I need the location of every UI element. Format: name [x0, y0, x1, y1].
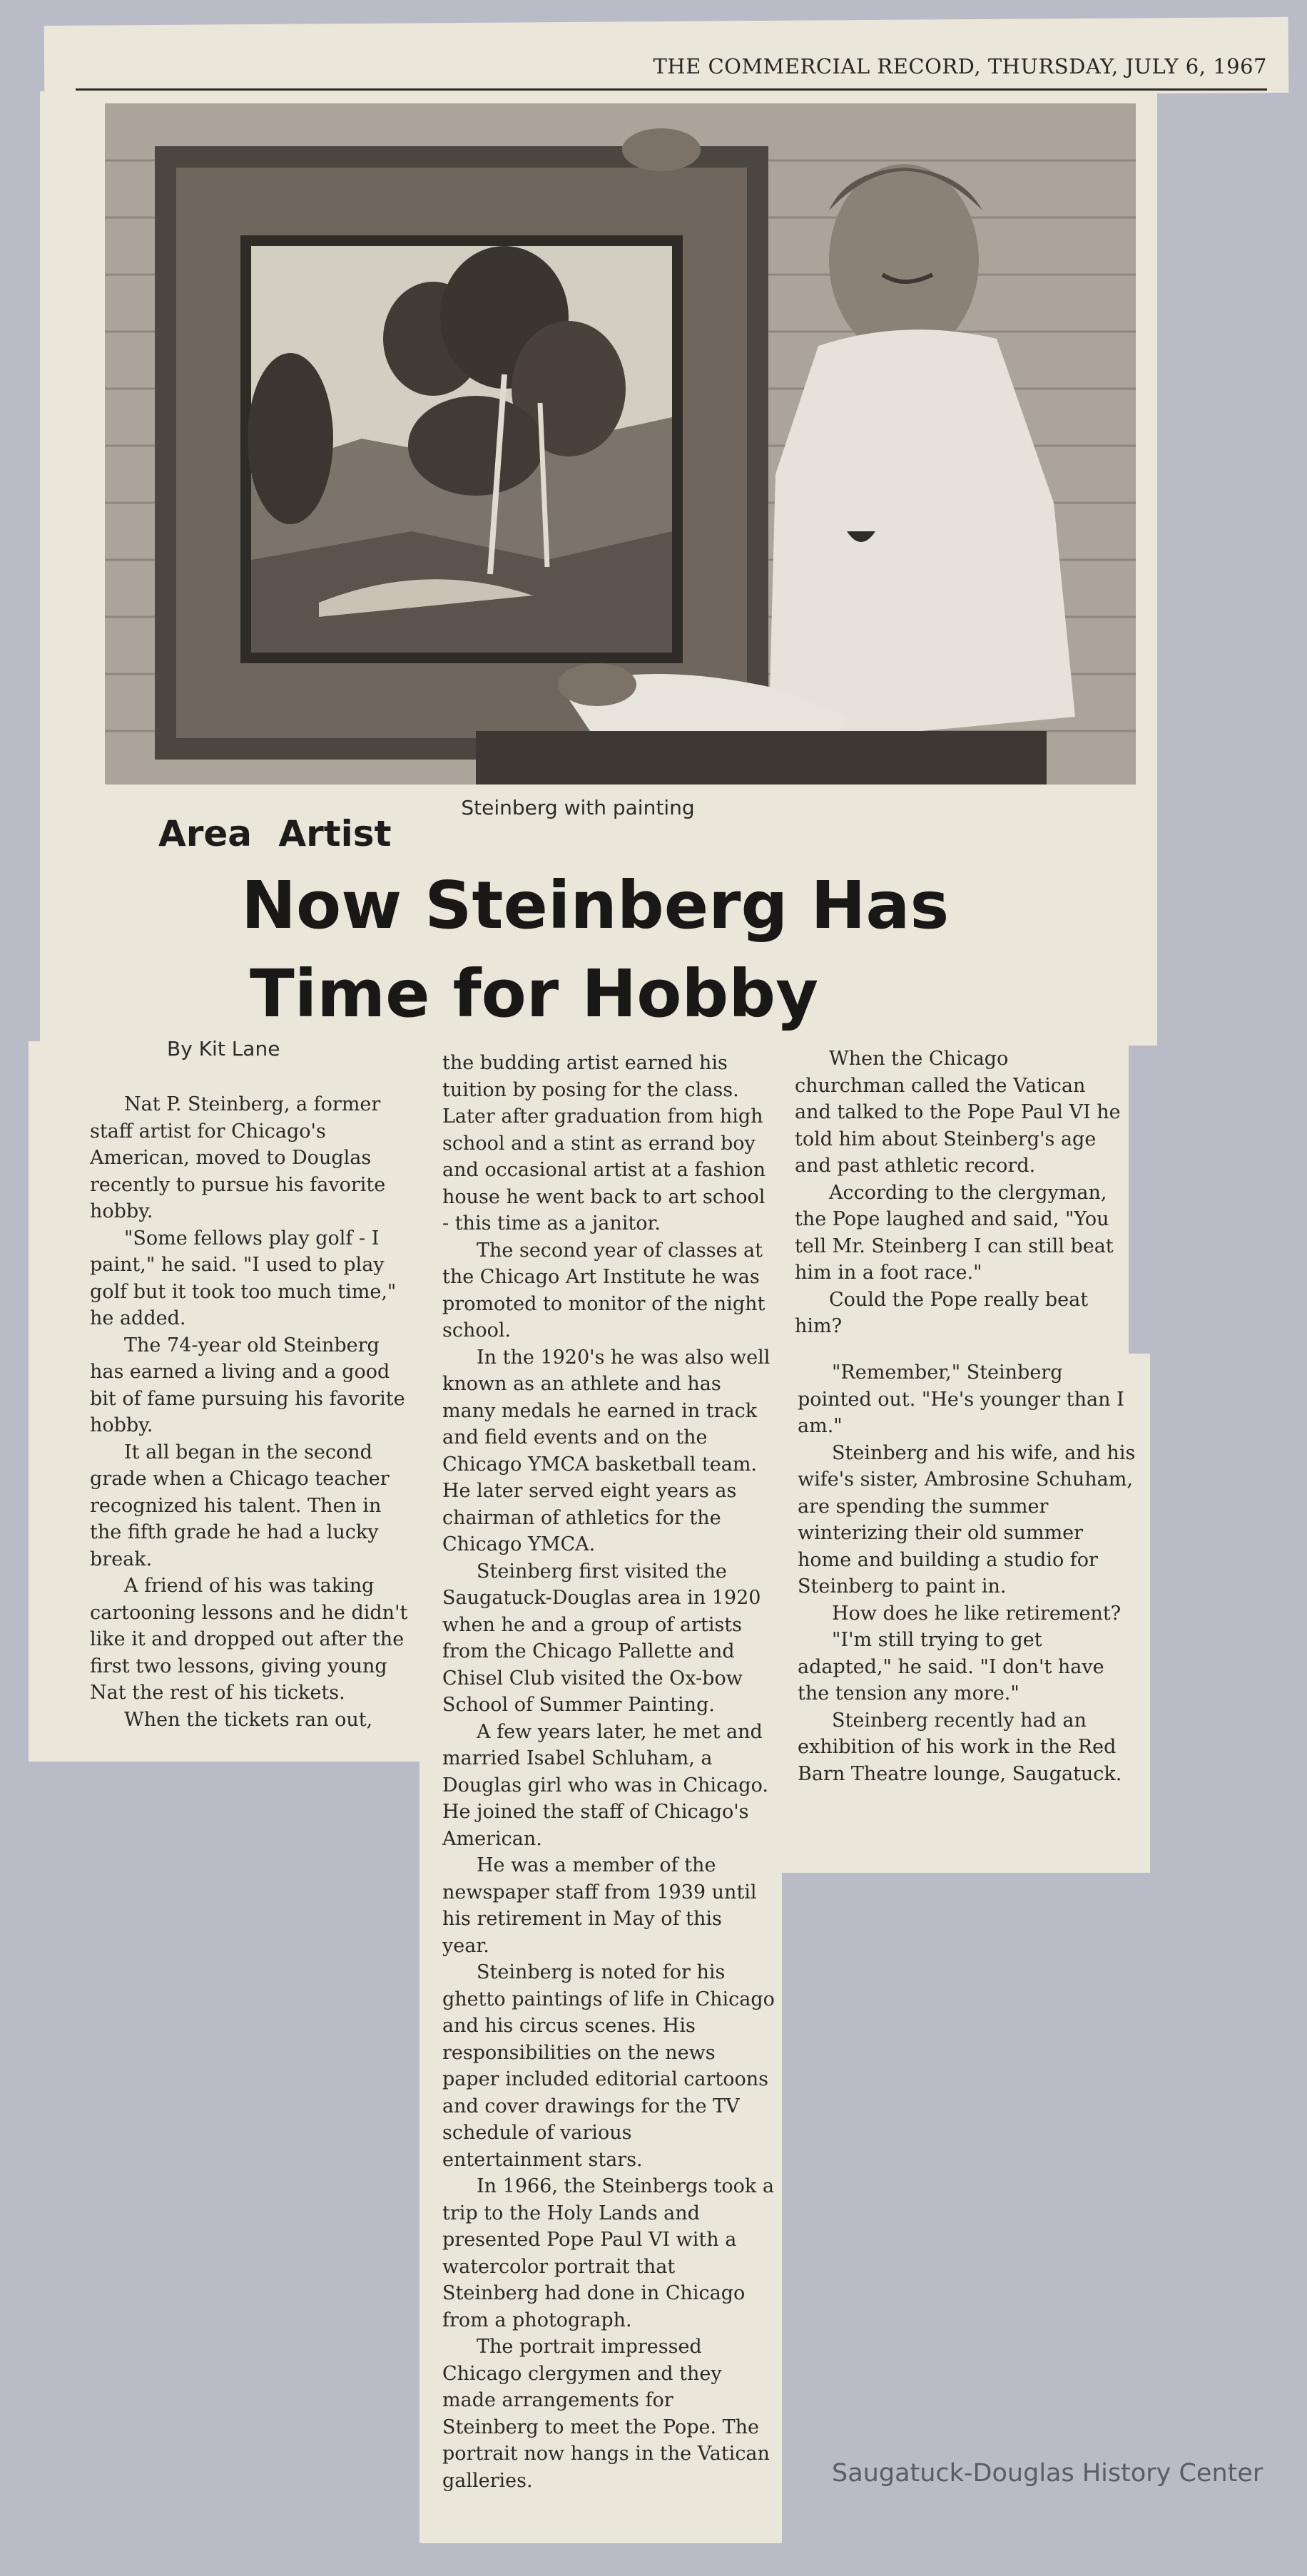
- paragraph: "Remember," Steinberg pointed out. "He's younger than I am.": [798, 1361, 1124, 1437]
- paragraph: How does he like retirement?: [832, 1602, 1122, 1625]
- paragraph: Steinberg first visited the Saugatuck-Douglas area in 1920 when he and a group of artists from the Chicago Pallette and Chisel Club visited the Ox-bow School of Summer Painting.: [442, 1560, 761, 1716]
- paragraph: A few years later, he met and married Isabel Schluham, a Douglas girl who was in Chicago. He joined the staff of Chicago's American.: [442, 1720, 768, 1850]
- article-column-1: [90, 1091, 417, 1733]
- paragraph: According to the clergyman, the Pope laughed and said, "You tell Mr. Steinberg I can still beat him in a foot race.": [795, 1181, 1114, 1284]
- paragraph: A friend of his was taking cartooning lessons and he didn't like it and dropped out after the first two lessons, giving young Nat the rest of his tickets.: [90, 1575, 408, 1704]
- paragraph: The 74-year old Steinberg has earned a living and a good bit of fame pursuing his favorite hobby.: [90, 1334, 405, 1436]
- paragraph: "Some fellows play golf - I paint," he said. "I used to play golf but it took too much time," he added.: [90, 1227, 397, 1329]
- kicker-heading: Area Artist: [158, 813, 392, 854]
- paragraph: The portrait impressed Chicago clergymen and they made arrangements for Steinberg to meet the Pope. The portrait now hangs in the Vatican galleries.: [442, 2336, 770, 2492]
- paragraph: When the Chicago churchman called the Vatican and talked to the Pope Paul VI he told him about Steinberg's age and past athletic record.: [795, 1048, 1121, 1177]
- article-column-2: [442, 1050, 775, 2494]
- paragraph: Nat P. Steinberg, a former staff artist for Chicago's American, moved to Douglas recently to pursue his favorite hobby.: [90, 1093, 386, 1222]
- article-column-3a: [795, 1046, 1123, 1340]
- photograph: [105, 103, 1136, 784]
- masthead-rule: [76, 88, 1267, 91]
- paragraph: Steinberg recently had an exhibition of his work in the Red Barn Theatre lounge, Saugatuck.: [798, 1709, 1122, 1785]
- masthead: THE COMMERCIAL RECORD, THURSDAY, JULY 6, 1967: [653, 54, 1267, 78]
- headline-line-1: Now Steinberg Has: [241, 867, 950, 944]
- landscape-painting: [248, 246, 672, 653]
- archive-credit: Saugatuck-Douglas History Center: [832, 2459, 1263, 2488]
- photo-caption: Steinberg with painting: [461, 796, 695, 819]
- paragraph: The second year of classes at the Chicago Art Institute he was promoted to monitor of the night school.: [442, 1239, 766, 1341]
- paragraph: the budding artist earned his tuition by posing for the class. Later after graduation from high school and a stint as errand boy and occasional artist at a fashion house he went back to art school - this time as a janitor.: [442, 1052, 766, 1235]
- paragraph: It all began in the second grade when a Chicago teacher recognized his talent. Then in the fifth grade he had a lucky break.: [90, 1441, 390, 1570]
- paragraph: In the 1920's he was also well known as an athlete and has many medals he earned in track and field events and on the Chicago YMCA basketball team. He later served eight years as chairman of athletics for the Chicago YMCA.: [442, 1346, 771, 1555]
- paragraph: Steinberg and his wife, and his wife's sister, Ambrosine Schuham, are spending the summer winterizing their old summer home and building a studio for Steinberg to paint in.: [798, 1441, 1136, 1598]
- paragraph: "I'm still trying to get adapted," he said. "I don't have the tension any more.": [798, 1629, 1104, 1704]
- article-column-3b: [798, 1359, 1140, 1787]
- headline-line-2: Time for Hobby: [250, 956, 819, 1032]
- paragraph: In 1966, the Steinbergs took a trip to the Holy Lands and presented Pope Paul VI with a watercolor portrait that Steinberg had done in Chicago from a photograph.: [442, 2175, 774, 2331]
- paragraph: Could the Pope really beat him?: [795, 1288, 1089, 1337]
- paragraph: When the tickets ran out,: [124, 1708, 373, 1731]
- byline: By Kit Lane: [167, 1037, 280, 1060]
- paragraph: Steinberg is noted for his ghetto paintings of life in Chicago and his circus scenes. His responsibilities on the news paper included editorial cartoons and cover drawings for the TV schedule of various entertainment stars.: [442, 1961, 775, 2171]
- paragraph: He was a member of the newspaper staff from 1939 until his retirement in May of this year.: [442, 1854, 757, 1957]
